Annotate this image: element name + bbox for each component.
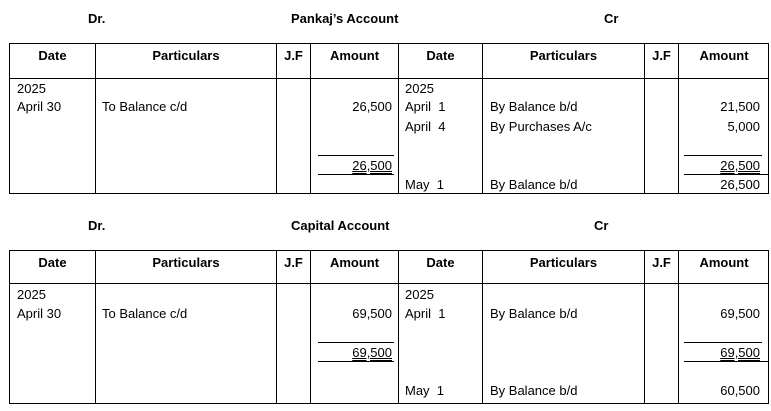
debit-particulars: To Balance c/d [102,99,188,114]
dr-label: Dr. [88,218,106,233]
debit-year: 2025 [17,81,46,96]
debit-total: 69,500 [352,345,392,360]
debit-date: April 30 [17,306,62,321]
credit-amount: 69,500 [720,306,760,321]
col-header-particulars: Particulars [529,255,598,270]
col-header-amount: Amount [329,48,380,63]
debit-total: 26,500 [352,158,392,173]
debit-year: 2025 [17,287,46,302]
col-header-amount: Amount [699,48,749,63]
carry-amount: 26,500 [720,177,760,192]
credit-date: April 1 [405,99,446,114]
credit-particulars: By Balance b/d [490,306,578,321]
col-header-jf: J.F [284,255,303,270]
col-header-particulars: Particulars [152,255,220,270]
debit-amount: 69,500 [352,306,392,321]
col-header-amount: Amount [699,255,749,270]
col-header-date: Date [38,48,67,63]
account-title: Capital Account [291,218,390,233]
debit-amount: 26,500 [352,99,392,114]
debit-date: April 30 [17,99,62,114]
col-header-jf: J.F [652,255,671,270]
ledger-table-capital [9,250,769,404]
col-header-date: Date [38,255,67,270]
ledger-table-pankaj [9,43,769,194]
credit-particulars: By Purchases A/c [490,119,592,134]
credit-year: 2025 [405,287,434,302]
credit-year: 2025 [405,81,434,96]
col-header-date: Date [426,255,455,270]
col-header-particulars: Particulars [529,48,598,63]
cr-label: Cr [594,218,609,233]
account-title: Pankaj’s Account [291,11,399,26]
col-header-particulars: Particulars [152,48,220,63]
credit-amount: 21,500 [720,99,760,114]
debit-particulars: To Balance c/d [102,306,188,321]
credit-date: April 4 [405,119,446,134]
carry-particulars: By Balance b/d [490,383,578,398]
carry-particulars: By Balance b/d [490,177,578,192]
carry-date: May 1 [405,383,445,398]
carry-amount: 60,500 [720,383,760,398]
credit-particulars: By Balance b/d [490,99,578,114]
cr-label: Cr [604,11,619,26]
credit-total: 26,500 [720,158,760,173]
col-header-jf: J.F [284,48,303,63]
carry-date: May 1 [405,177,445,192]
col-header-date: Date [426,48,455,63]
credit-total: 69,500 [720,345,760,360]
col-header-amount: Amount [329,255,380,270]
dr-label: Dr. [88,11,106,26]
credit-date: April 1 [405,306,446,321]
col-header-jf: J.F [652,48,671,63]
credit-amount: 5,000 [727,119,760,134]
